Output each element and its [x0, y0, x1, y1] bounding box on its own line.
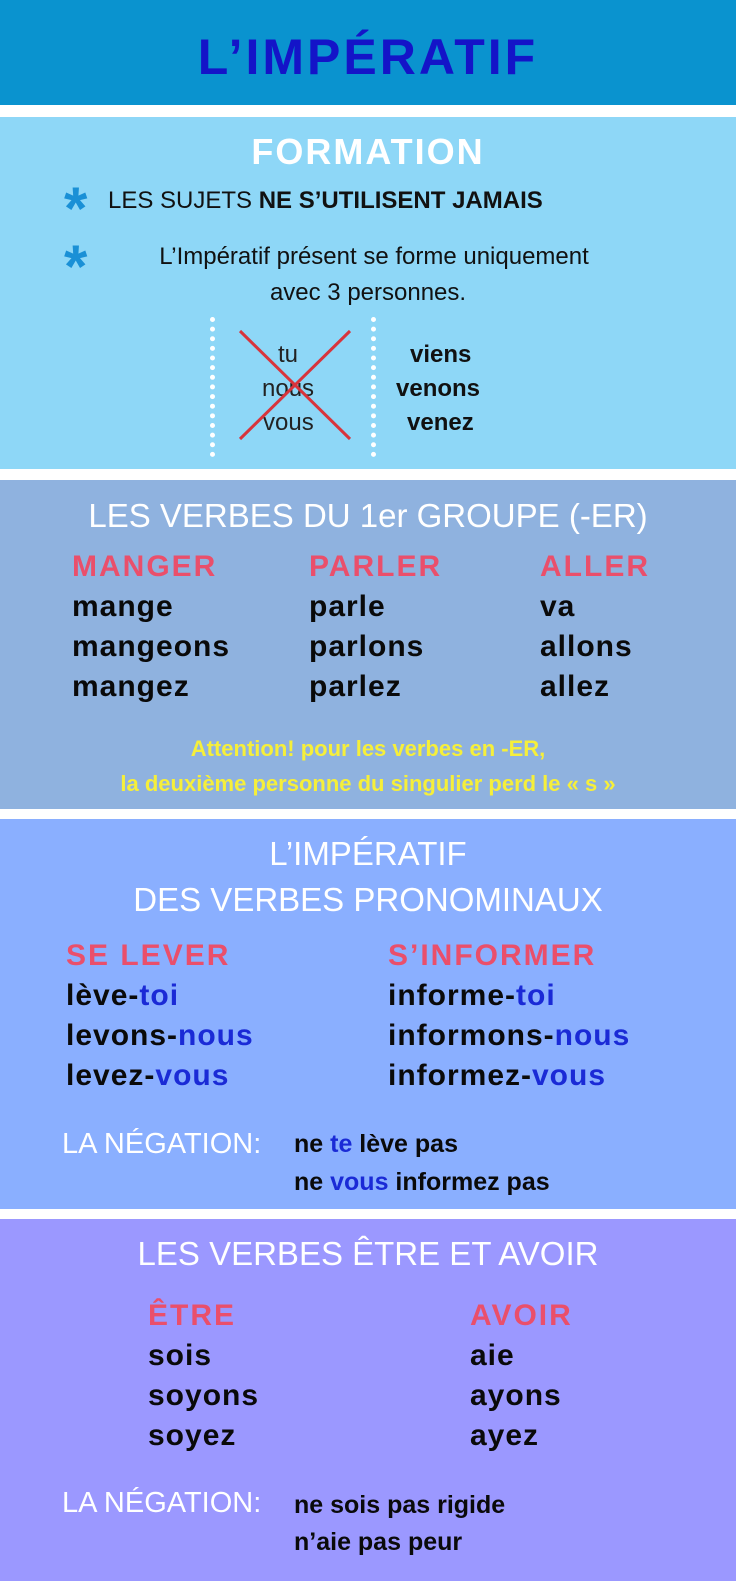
form-mange: mange	[72, 590, 174, 623]
example-form-venons: venons	[396, 375, 481, 402]
form-ayons: ayons	[470, 1379, 562, 1412]
form-pronoun: nous	[554, 1019, 631, 1052]
negation-line-1	[294, 1130, 458, 1159]
negation-text: ne	[294, 1130, 331, 1158]
negation-line-2: n’aie pas peur	[294, 1528, 463, 1556]
form-stem: informe-	[388, 979, 516, 1012]
rule-2-line-2: avec 3 personnes.	[269, 279, 467, 306]
warning-line-2: la deuxième personne du singulier perd le « s »	[120, 771, 616, 796]
form-stem: levons-	[66, 1019, 179, 1052]
form-allons: allons	[540, 630, 633, 663]
form-pronoun: toi	[139, 979, 180, 1012]
infinitive-se-lever: SE LEVER	[66, 939, 231, 972]
rule-1-plain: LES SUJETS	[108, 187, 253, 214]
negation-line-1: ne sois pas rigide	[294, 1491, 506, 1519]
form-pronoun: vous	[155, 1059, 230, 1092]
form-stem: informons-	[388, 1019, 555, 1052]
form-mangeons: mangeons	[72, 630, 231, 663]
form-pronoun: vous	[532, 1059, 607, 1092]
form-pronoun: nous	[178, 1019, 254, 1052]
form-va: va	[540, 590, 576, 623]
negation-text: ne	[294, 1168, 331, 1196]
form-parlez: parlez	[309, 670, 402, 703]
negation-text: informez pas	[388, 1168, 550, 1196]
group1-title: LES VERBES DU 1er GROUPE (-ER)	[88, 497, 648, 534]
negation-line-2	[294, 1168, 550, 1197]
form-informe-toi	[388, 979, 556, 1013]
rule-2-line-1: L’Impératif présent se forme uniquement	[159, 243, 589, 270]
example-form-venez: venez	[407, 409, 474, 436]
form-ayez: ayez	[470, 1419, 540, 1452]
etre-avoir-title: LES VERBES ÊTRE ET AVOIR	[137, 1235, 599, 1272]
dotted-divider	[371, 317, 376, 457]
infinitive-parler: PARLER	[309, 550, 443, 583]
asterisk-icon: *	[64, 233, 88, 300]
form-mangez: mangez	[72, 670, 190, 703]
formation-section	[0, 117, 736, 469]
form-stem: lève-	[66, 979, 140, 1012]
negation-label: LA NÉGATION:	[62, 1487, 262, 1519]
form-soyez: soyez	[148, 1419, 237, 1452]
pronominal-title-line-2: DES VERBES PRONOMINAUX	[133, 881, 603, 918]
form-aie: aie	[470, 1339, 515, 1372]
pronoun-nous: nous	[262, 375, 315, 402]
form-stem: informez-	[388, 1059, 532, 1092]
form-leve-toi	[66, 979, 179, 1013]
formation-title: FORMATION	[251, 131, 485, 172]
form-soyons: soyons	[148, 1379, 260, 1412]
negation-text: lève pas	[352, 1130, 458, 1158]
pronominal-title-line-1: L’IMPÉRATIF	[269, 835, 467, 872]
form-informons-nous	[388, 1019, 630, 1053]
page-title: L’IMPÉRATIF	[197, 29, 539, 85]
group1-section	[0, 480, 736, 809]
rule-1	[108, 187, 543, 215]
dotted-divider	[210, 317, 215, 457]
example-form-viens: viens	[410, 341, 472, 368]
pronoun-tu: tu	[278, 341, 299, 368]
asterisk-icon: *	[64, 175, 88, 242]
form-stem: levez-	[66, 1059, 156, 1092]
rule-1-bold: NE S’UTILISENT JAMAIS	[258, 187, 543, 214]
negation-pronoun: te	[330, 1130, 353, 1158]
form-allez: allez	[540, 670, 611, 703]
infinitive-etre: ÊTRE	[148, 1299, 237, 1332]
pronoun-vous: vous	[263, 409, 314, 436]
form-levons-nous	[66, 1019, 254, 1053]
red-x-icon	[236, 327, 354, 443]
negation-pronoun: vous	[330, 1168, 389, 1196]
negation-label: LA NÉGATION:	[62, 1128, 262, 1160]
warning-line-1: Attention! pour les verbes en -ER,	[190, 736, 546, 761]
infinitive-aller: ALLER	[540, 550, 650, 583]
form-informez-vous	[388, 1059, 606, 1093]
form-parlons: parlons	[309, 630, 425, 663]
form-levez-vous	[66, 1059, 229, 1093]
form-pronoun: toi	[516, 979, 556, 1012]
form-parle: parle	[309, 590, 386, 623]
infinitive-manger: MANGER	[72, 550, 218, 583]
infinitive-s-informer: S’INFORMER	[388, 939, 597, 972]
page-header	[0, 0, 736, 105]
etre-avoir-section	[0, 1219, 736, 1581]
form-sois: sois	[148, 1339, 213, 1372]
pronominal-section	[0, 819, 736, 1209]
infinitive-avoir: AVOIR	[470, 1299, 573, 1332]
